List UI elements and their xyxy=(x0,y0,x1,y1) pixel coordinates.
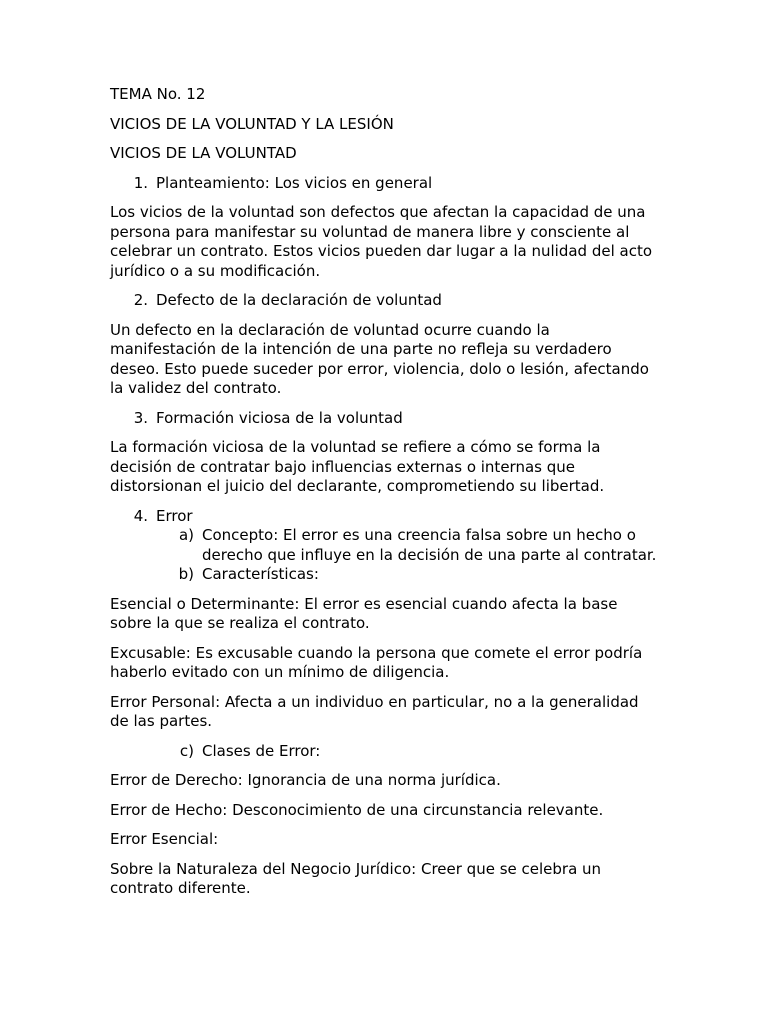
error-class-esencial: Error Esencial: xyxy=(110,830,219,848)
error-class-hecho: Error de Hecho: Desconocimiento de una circunstancia relevante. xyxy=(110,800,604,819)
document-body xyxy=(110,85,658,909)
numbered-item-1 xyxy=(110,174,658,194)
error-class-naturaleza: Sobre la Naturaleza del Negocio Jurídico: Creer que se celebra un contrato diferente. xyxy=(110,859,602,897)
paragraph-vicios-general: Los vicios de la voluntad son defectos que afectan la capacidad de una persona para manifestar su voluntad de manera libre y consciente al celebrar un contrato. Estos vicios pueden dar lugar a la nulidad del acto jurídico o a su modificación. xyxy=(110,203,652,280)
item-text: Formación viciosa de la voluntad xyxy=(156,408,403,427)
list-item-c xyxy=(110,742,658,762)
item-label: a) xyxy=(178,526,194,544)
item-label: c) xyxy=(179,741,194,760)
paragraph-formacion-viciosa: La formación viciosa de la voluntad se refiere a cómo se forma la decisión de contratar bajo influencias externas o internas que distorsionan el juicio del declarante, comprometiendo su libertad. xyxy=(110,438,605,495)
item-text: Concepto: El error es una creencia falsa sobre un hecho o derecho que influye en la decisión de una parte al contratar. xyxy=(202,526,657,564)
error-sublist xyxy=(110,526,658,585)
item-text: Planteamiento: Los vicios en general xyxy=(156,173,433,192)
item-number: 1. xyxy=(133,173,148,192)
numbered-item-4 xyxy=(110,507,658,527)
item-text: Error xyxy=(156,506,193,525)
numbered-item-2 xyxy=(110,291,658,311)
list-item-a xyxy=(110,526,658,565)
characteristic-excusable: Excusable: Es excusable cuando la persona que comete el error podría haberlo evitado con un mínimo de diligencia. xyxy=(110,643,643,681)
item-number: 4. xyxy=(133,506,148,525)
error-class-derecho: Error de Derecho: Ignorancia de una norma jurídica. xyxy=(110,771,501,789)
characteristic-esencial: Esencial o Determinante: El error es esencial cuando afecta la base sobre la que se realiza el contrato. xyxy=(110,594,618,632)
characteristic-personal: Error Personal: Afecta a un individuo en particular, no a la generalidad de las partes. xyxy=(110,692,639,730)
document-title: VICIOS DE LA VOLUNTAD Y LA LESIÓN xyxy=(110,114,394,133)
item-text: Defecto de la declaración de voluntad xyxy=(156,291,442,309)
section-heading: VICIOS DE LA VOLUNTAD xyxy=(110,144,297,162)
item-label: b) xyxy=(178,565,194,583)
item-number: 2. xyxy=(133,291,148,309)
paragraph-defecto-declaracion: Un defecto en la declaración de voluntad ocurre cuando la manifestación de la intención de una parte no refleja su verdadero deseo. Esto puede suceder por error, violencia, dolo o lesión, afectando la validez del contrato. xyxy=(110,320,649,397)
item-number: 3. xyxy=(133,408,148,427)
topic-number: TEMA No. 12 xyxy=(110,85,206,103)
list-item-b xyxy=(110,565,658,585)
error-sublist-c xyxy=(110,742,658,762)
item-text: Clases de Error: xyxy=(202,741,321,760)
numbered-item-3 xyxy=(110,409,658,429)
item-text: Características: xyxy=(202,565,319,583)
